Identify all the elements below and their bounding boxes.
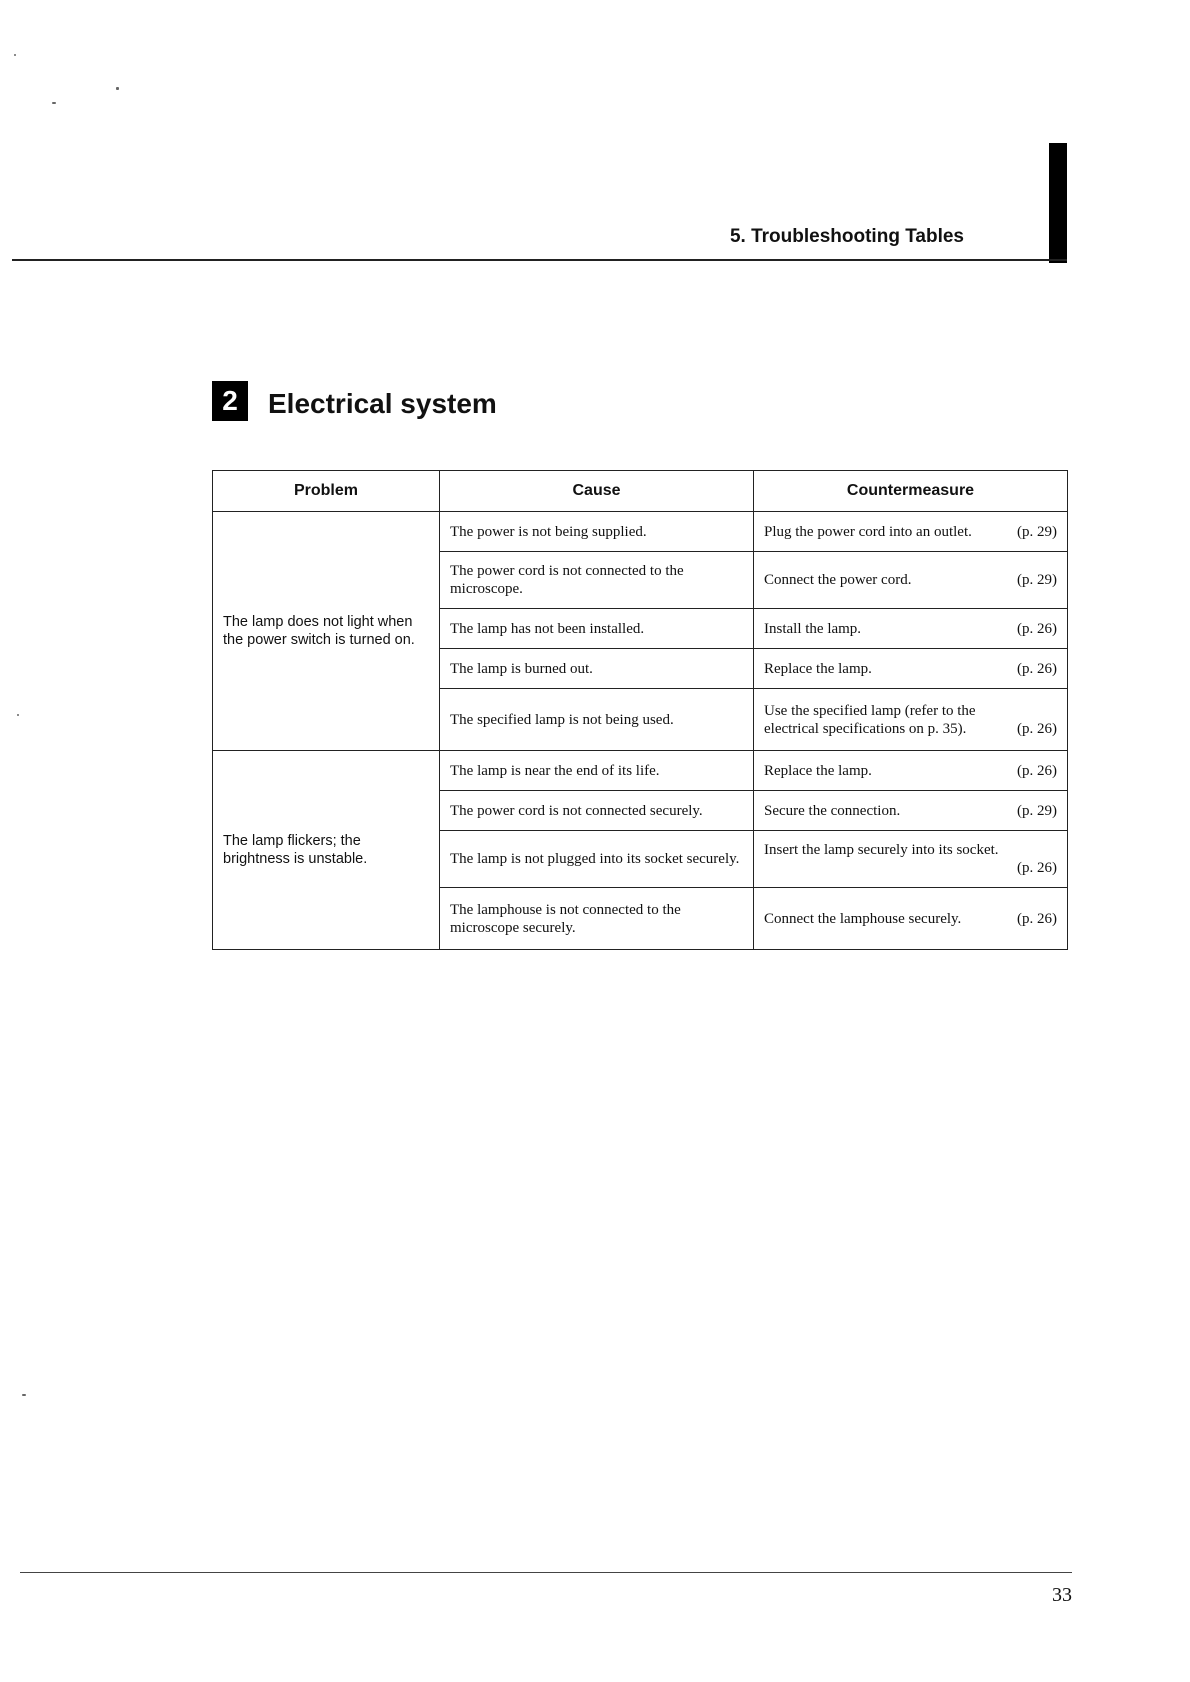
scan-speck	[116, 87, 119, 90]
cause-cell: The lamp has not been installed.	[440, 609, 754, 649]
chapter-tab-marker	[1049, 143, 1067, 263]
countermeasure-cell	[754, 831, 1068, 888]
cause-cell: The power cord is not connected securely.	[440, 791, 754, 831]
troubleshooting-table	[212, 470, 1068, 950]
cause-cell: The specified lamp is not being used.	[440, 689, 754, 751]
cause-cell: The power is not being supplied.	[440, 512, 754, 552]
countermeasure-text: Connect the lamphouse securely.	[764, 910, 962, 927]
page-reference: (p. 29)	[1017, 802, 1057, 819]
problem-cell: The lamp flickers; the brightness is unstable.	[213, 751, 440, 950]
section-number-badge: 2	[212, 381, 248, 421]
page-number: 33	[1052, 1584, 1072, 1606]
page-reference: (p. 29)	[1017, 523, 1057, 540]
scan-speck	[14, 54, 16, 56]
countermeasure-text: Use the specified lamp (refer to the electrical specifications on p. 35).	[764, 702, 976, 737]
problem-cell: The lamp does not light when the power switch is turned on.	[213, 512, 440, 751]
countermeasure-cell	[754, 512, 1068, 552]
cause-cell: The lamphouse is not connected to the microscope securely.	[440, 888, 754, 950]
countermeasure-text: Replace the lamp.	[764, 660, 872, 677]
page-reference: (p. 26)	[1017, 910, 1057, 927]
countermeasure-text: Connect the power cord.	[764, 572, 912, 588]
countermeasure-cell	[754, 649, 1068, 689]
countermeasure-text: Insert the lamp securely into its socket.	[764, 842, 999, 858]
page-reference: (p. 29)	[1017, 572, 1057, 588]
cause-cell: The lamp is not plugged into its socket securely.	[440, 831, 754, 888]
running-header-title: 5. Troubleshooting Tables	[729, 226, 964, 247]
countermeasure-text: Secure the connection.	[764, 802, 901, 819]
header-rule	[12, 259, 1067, 261]
countermeasure-cell	[754, 888, 1068, 950]
column-header-cause: Cause	[440, 471, 754, 512]
table-row	[213, 512, 1068, 552]
table-row	[213, 751, 1068, 791]
footer-rule	[20, 1572, 1072, 1573]
countermeasure-cell	[754, 751, 1068, 791]
section-title: Electrical system	[268, 388, 497, 419]
page-reference: (p. 26)	[1017, 620, 1057, 637]
countermeasure-cell	[754, 791, 1068, 831]
column-header-countermeasure: Countermeasure	[754, 471, 1068, 512]
scan-speck	[52, 102, 56, 104]
page-reference: (p. 26)	[1017, 762, 1057, 779]
scan-speck	[22, 1394, 26, 1396]
countermeasure-text: Install the lamp.	[764, 620, 862, 637]
countermeasure-text: Replace the lamp.	[764, 762, 872, 779]
countermeasure-cell	[754, 689, 1068, 751]
page-reference: (p. 26)	[1017, 660, 1057, 677]
countermeasure-text: Plug the power cord into an outlet.	[764, 523, 972, 540]
table-header-row	[213, 471, 1068, 512]
cause-cell: The lamp is near the end of its life.	[440, 751, 754, 791]
cause-cell: The power cord is not connected to the microscope.	[440, 552, 754, 609]
scan-speck	[17, 714, 19, 716]
column-header-problem: Problem	[213, 471, 440, 512]
countermeasure-cell	[754, 552, 1068, 609]
cause-cell: The lamp is burned out.	[440, 649, 754, 689]
page-reference: (p. 26)	[1017, 720, 1057, 737]
page-reference: (p. 26)	[1017, 860, 1057, 876]
countermeasure-cell	[754, 609, 1068, 649]
